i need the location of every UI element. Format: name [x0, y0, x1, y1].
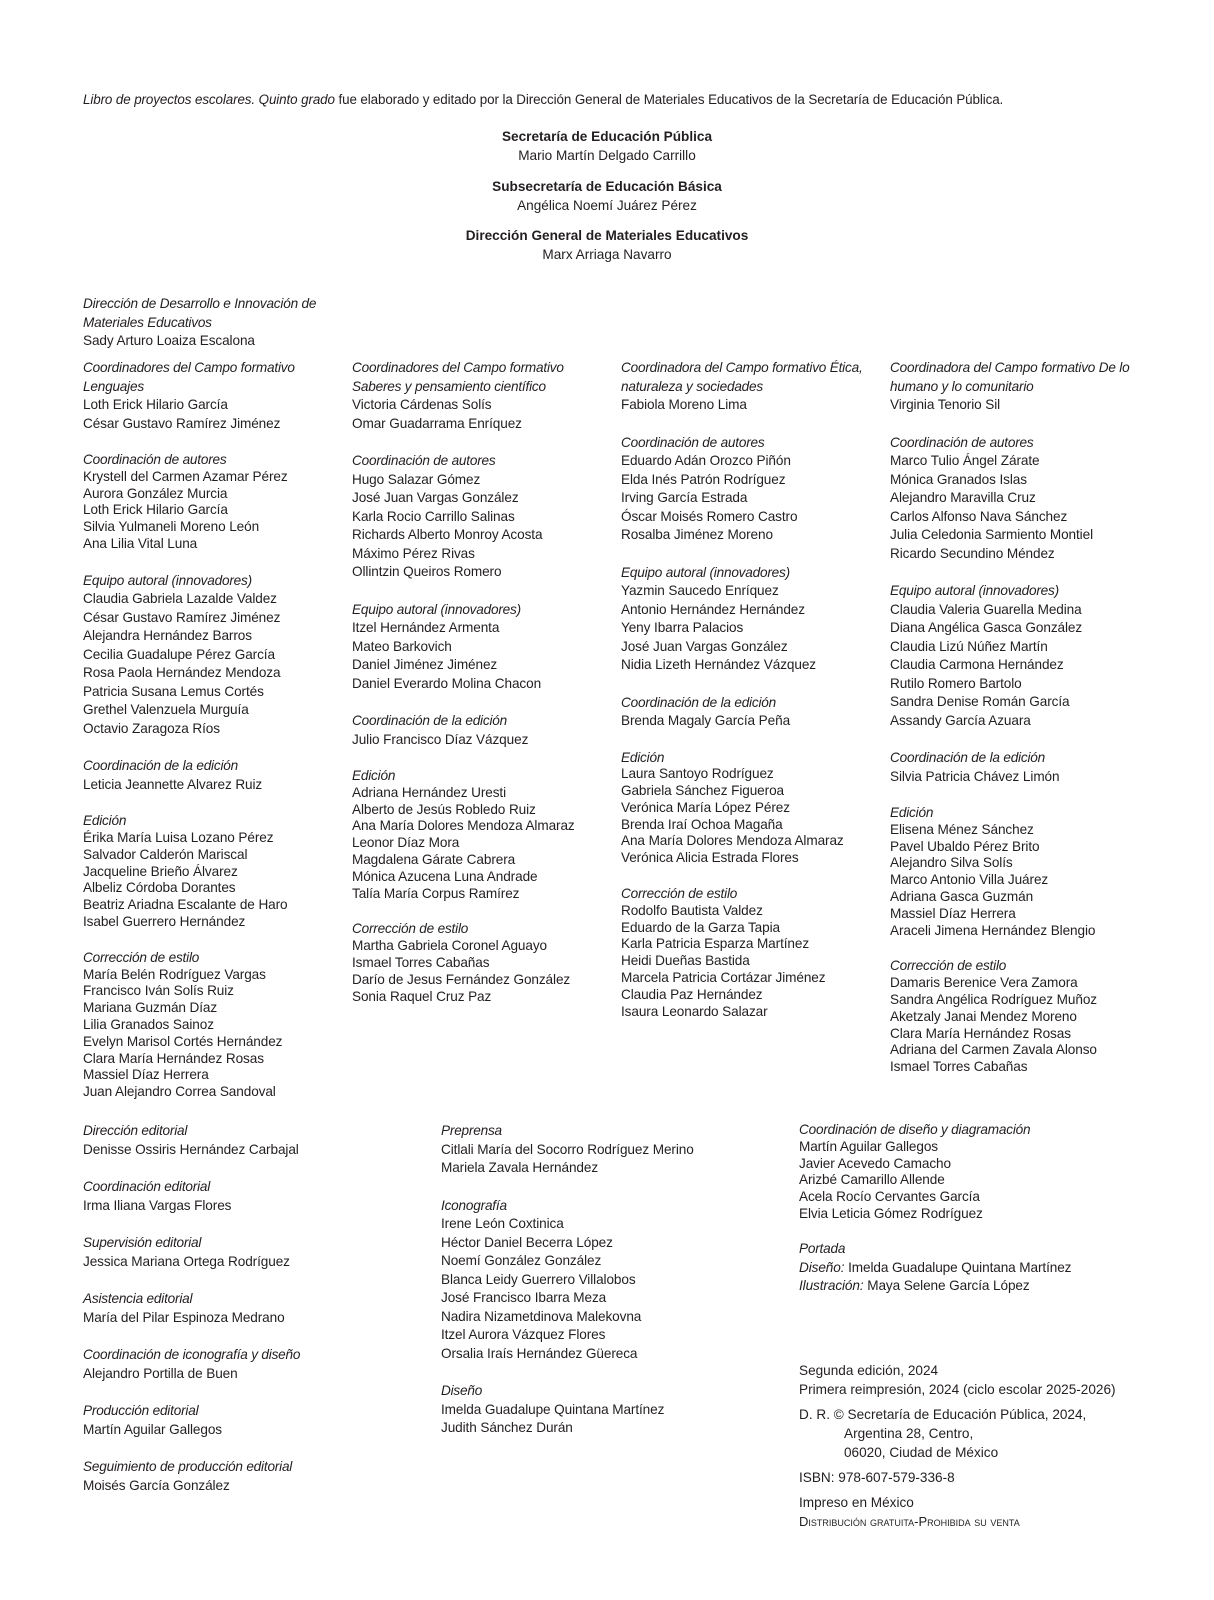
section-heading: Equipo autoral (innovadores) — [890, 583, 1059, 598]
credit-section — [890, 434, 1150, 564]
section-heading: Coordinación de autores — [890, 434, 1034, 450]
person-name: Assandy García Azuara — [890, 712, 1031, 728]
authority-org: Dirección General de Materiales Educativos — [465, 228, 749, 243]
credit-section — [890, 582, 1150, 730]
person-name: María Belén Rodríguez Vargas — [83, 966, 266, 982]
person-name: Clara María Hernández Rosas — [83, 1050, 264, 1066]
section-heading: Supervisión editorial — [83, 1235, 202, 1250]
credit-section — [799, 1122, 1119, 1223]
section-heading: Edición — [621, 749, 665, 765]
section-heading: Edición — [83, 813, 127, 829]
person-name: Virginia Tenorio Sil — [890, 397, 1001, 412]
section-heading: Corrección de estilo — [890, 958, 1007, 974]
credit-section — [890, 805, 1150, 939]
credit-section — [352, 712, 612, 749]
person-name: Imelda Guadalupe Quintana Martínez — [441, 1401, 665, 1417]
reprint-line: Primera reimpresión, 2024 (ciclo escolar 2025-2026) — [799, 1382, 1116, 1397]
isbn: ISBN: 978-607-579-336-8 — [799, 1470, 955, 1485]
credit-section — [890, 359, 1150, 415]
person-name: Victoria Cárdenas Solís — [352, 397, 492, 412]
credit-section — [83, 1178, 403, 1215]
person-name: Jessica Mariana Ortega Rodríguez — [83, 1253, 290, 1269]
section-heading: Coordinación editorial — [83, 1179, 211, 1194]
person-name: Verónica María López Pérez — [621, 799, 790, 815]
person-name: Sandra Angélica Rodríguez Muñoz — [890, 991, 1097, 1007]
diseno-name: Imelda Guadalupe Quintana Martínez — [844, 1259, 1072, 1275]
section-heading: Equipo autoral (innovadores) — [352, 601, 521, 617]
person-name: Clara María Hernández Rosas — [890, 1025, 1071, 1041]
person-name: Rodolfo Bautista Valdez — [621, 902, 763, 918]
person-name: Sady Arturo Loaiza Escalona — [83, 333, 255, 348]
person-name: Alejandro Silva Solís — [890, 855, 1013, 871]
person-name: Pavel Ubaldo Pérez Brito — [890, 838, 1040, 854]
section-heading: Producción editorial — [83, 1403, 199, 1418]
portada-ilustracion — [799, 1277, 1119, 1296]
person-name: José Juan Vargas González — [352, 490, 519, 505]
person-name: Albeliz Córdoba Dorantes — [83, 880, 236, 896]
person-name: Araceli Jimena Hernández Blengio — [890, 922, 1096, 938]
section-heading: Dirección editorial — [83, 1123, 188, 1138]
person-name: Arizbé Camarillo Allende — [799, 1172, 945, 1188]
credit-section — [83, 1122, 403, 1159]
person-name: Irene León Coxtinica — [441, 1216, 564, 1231]
section-heading: Asistencia editorial — [83, 1291, 193, 1306]
section-heading: Corrección de estilo — [352, 921, 469, 937]
credit-section — [83, 950, 343, 1101]
person-name: Claudia Carmona Hernández — [890, 657, 1064, 672]
person-name: Sandra Denise Román García — [890, 694, 1070, 709]
person-name: Juan Alejandro Correa Sandoval — [83, 1084, 276, 1100]
person-name: Isaura Leonardo Salazar — [621, 1003, 768, 1019]
person-name: Evelyn Marisol Cortés Hernández — [83, 1033, 283, 1049]
authority-person: Angélica Noemí Juárez Pérez — [517, 198, 697, 213]
section-heading: Diseño — [441, 1383, 483, 1398]
person-name: Adriana del Carmen Zavala Alonso — [890, 1042, 1097, 1058]
credits-column-2 — [352, 359, 612, 1024]
person-name: Massiel Díaz Herrera — [890, 905, 1016, 921]
person-name: Noemí González González — [441, 1253, 602, 1268]
person-name: Nidia Lizeth Hernández Vázquez — [621, 657, 816, 672]
distribution-notice: Distribución gratuita-Prohibida su venta — [799, 1514, 1020, 1529]
person-name: Claudia Valeria Guarella Medina — [890, 601, 1082, 617]
person-name: Ollintzin Queiros Romero — [352, 564, 502, 579]
credit-section — [83, 1290, 403, 1327]
person-name: Francisco Iván Solís Ruiz — [83, 983, 234, 999]
book-title: Libro de proyectos escolares. Quinto grado — [83, 92, 335, 107]
person-name: Claudia Lizú Núñez Martín — [890, 638, 1048, 654]
person-name: Talía María Corpus Ramírez — [352, 885, 520, 901]
person-name: Yazmin Saucedo Enríquez — [621, 583, 779, 598]
section-heading: Equipo autoral (innovadores) — [621, 564, 790, 580]
credits-column-1 — [83, 359, 343, 1120]
credit-section — [621, 750, 881, 868]
bottom-column-2 — [441, 1122, 761, 1457]
person-name: Alberto de Jesús Robledo Ruiz — [352, 801, 536, 817]
address-line: Argentina 28, Centro, — [844, 1426, 974, 1441]
ilustracion-name: Maya Selene García López — [863, 1278, 1030, 1293]
section-heading: Coordinación de la edición — [352, 713, 508, 728]
person-name: César Gustavo Ramírez Jiménez — [83, 609, 281, 625]
person-name: Martha Gabriela Coronel Aguayo — [352, 938, 547, 954]
credit-section — [352, 768, 612, 902]
person-name: María del Pilar Espinoza Medrano — [83, 1309, 285, 1325]
authority-org: Secretaría de Educación Pública — [501, 129, 713, 144]
person-name: Karla Patricia Esparza Martínez — [621, 936, 810, 952]
section-heading: Portada — [799, 1241, 846, 1256]
person-name: Aurora González Murcia — [83, 485, 228, 501]
authority-sep — [0, 127, 1214, 165]
person-name: Yeny Ibarra Palacios — [621, 620, 744, 635]
person-name: Hugo Salazar Gómez — [352, 471, 481, 487]
credit-section — [621, 694, 881, 731]
section-heading: Coordinación de autores — [352, 453, 496, 468]
person-name: Irma Iliana Vargas Flores — [83, 1197, 232, 1213]
person-name: Marcela Patricia Cortázar Jiménez — [621, 970, 826, 986]
person-name: Eduardo Adán Orozco Piñón — [621, 453, 791, 468]
person-name: Elvia Leticia Gómez Rodríguez — [799, 1205, 983, 1221]
section-heading: Seguimiento de producción editorial — [83, 1459, 293, 1474]
person-name: Itzel Aurora Vázquez Flores — [441, 1327, 606, 1342]
person-name: Antonio Hernández Hernández — [621, 601, 805, 617]
person-name: Nadira Nizametdinova Malekovna — [441, 1308, 642, 1324]
person-name: Máximo Pérez Rivas — [352, 545, 475, 561]
section-heading: Coordinadora del Campo formativo De lo humano y lo comunitario — [890, 360, 1130, 394]
section-heading: Coordinación de autores — [621, 434, 765, 450]
authority-seb — [0, 177, 1214, 215]
credit-section — [83, 359, 343, 433]
person-name: Citlali María del Socorro Rodríguez Merino — [441, 1141, 694, 1157]
person-name: Diana Angélica Gasca González — [890, 620, 1083, 635]
credit-section — [441, 1122, 761, 1178]
person-name: Heidi Dueñas Bastida — [621, 953, 750, 969]
section-heading: Equipo autoral (innovadores) — [83, 572, 252, 588]
person-name: Beatriz Ariadna Escalante de Haro — [83, 897, 288, 913]
credit-section — [83, 1402, 403, 1439]
person-name: Martín Aguilar Gallegos — [83, 1421, 222, 1437]
authority-org: Subsecretaría de Educación Básica — [492, 179, 722, 194]
person-name: Rosa Paola Hernández Mendoza — [83, 665, 281, 681]
portada-section — [799, 1240, 1119, 1315]
credit-section — [83, 572, 343, 739]
person-name: Carlos Alfonso Nava Sánchez — [890, 508, 1068, 524]
person-name: Mateo Barkovich — [352, 638, 452, 654]
credit-section — [83, 1458, 403, 1495]
credit-section — [621, 359, 881, 415]
person-name: Octavio Zaragoza Ríos — [83, 720, 220, 736]
person-name: Laura Santoyo Rodríguez — [621, 766, 774, 782]
credit-section — [352, 601, 612, 694]
person-name: Eduardo de la Garza Tapia — [621, 919, 780, 935]
portada-diseno — [799, 1259, 1119, 1278]
person-name: Patricia Susana Lemus Cortés — [83, 683, 264, 699]
credit-section — [441, 1197, 761, 1364]
person-name: Adriana Hernández Uresti — [352, 784, 507, 800]
copyright-line: D. R. © Secretaría de Educación Pública, 2024, — [799, 1407, 1087, 1422]
person-name: Salvador Calderón Mariscal — [83, 846, 248, 862]
person-name: Karla Rocio Carrillo Salinas — [352, 508, 515, 524]
person-name: Rosalba Jiménez Moreno — [621, 527, 773, 542]
person-name: José Juan Vargas González — [621, 638, 788, 654]
credit-section — [621, 564, 881, 675]
person-name: Ana Lilia Vital Luna — [83, 535, 198, 551]
person-name: Leonor Díaz Mora — [352, 835, 460, 851]
person-name: Darío de Jesus Fernández González — [352, 971, 571, 987]
section-heading: Coordinación de iconografía y diseño — [83, 1347, 301, 1362]
person-name: Silvia Yulmaneli Moreno León — [83, 519, 260, 535]
person-name: Judith Sánchez Durán — [441, 1420, 573, 1435]
section-heading: Preprensa — [441, 1123, 502, 1138]
person-name: Isabel Guerrero Hernández — [83, 914, 246, 930]
person-name: Alejandro Portilla de Buen — [83, 1365, 238, 1381]
person-name: César Gustavo Ramírez Jiménez — [83, 415, 281, 431]
person-name: Julia Celedonia Sarmiento Montiel — [890, 527, 1093, 542]
person-name: José Francisco Ibarra Meza — [441, 1290, 607, 1305]
person-name: Martín Aguilar Gallegos — [799, 1138, 938, 1154]
person-name: Mariela Zavala Hernández — [441, 1160, 599, 1175]
section-heading: Coordinación de la edición — [890, 750, 1046, 765]
credits-column-3 — [621, 359, 881, 1039]
intro-text: fue elaborado y editado por la Dirección General de Materiales Educativos de la Secretaría de Educación Pública. — [334, 92, 1004, 107]
credit-section — [352, 921, 612, 1005]
section-heading: Coordinadora del Campo formativo Ética, naturaleza y sociedades — [621, 360, 863, 394]
person-name: Fabiola Moreno Lima — [621, 397, 747, 412]
person-name: Ismael Torres Cabañas — [352, 954, 490, 970]
person-name: Loth Erick Hilario García — [83, 397, 228, 412]
diseno-label: Diseño: — [799, 1259, 845, 1275]
person-name: Grethel Valenzuela Murguía — [83, 702, 249, 718]
person-name: Silvia Patricia Chávez Limón — [890, 768, 1060, 784]
person-name: Mónica Azucena Luna Andrade — [352, 868, 538, 884]
person-name: Sonia Raquel Cruz Paz — [352, 988, 492, 1004]
section-heading: Edición — [890, 805, 934, 820]
section-heading: Coordinadores del Campo formativo Lenguajes — [83, 360, 295, 394]
credit-section — [83, 1234, 403, 1271]
person-name: Loth Erick Hilario García — [83, 502, 228, 518]
person-name: Elisena Ménez Sánchez — [890, 821, 1034, 837]
bottom-column-1 — [83, 1122, 403, 1514]
credit-section — [890, 958, 1150, 1076]
section-heading: Iconografía — [441, 1197, 507, 1213]
person-name: Krystell del Carmen Azamar Pérez — [83, 468, 288, 484]
person-name: Marco Tulio Ángel Zárate — [890, 453, 1040, 468]
person-name: Óscar Moisés Romero Castro — [621, 508, 798, 524]
person-name: Moisés García González — [83, 1477, 230, 1493]
person-name: Adriana Gasca Guzmán — [890, 888, 1034, 904]
person-name: Leticia Jeannette Alvarez Ruiz — [83, 776, 263, 792]
section-heading: Coordinación de la edición — [83, 758, 239, 774]
section-heading: Coordinación de autores — [83, 452, 227, 467]
person-name: Claudia Gabriela Lazalde Valdez — [83, 591, 277, 607]
person-name: Claudia Paz Hernández — [621, 986, 763, 1002]
ilustracion-label: Ilustración: — [799, 1278, 864, 1293]
person-name: Héctor Daniel Becerra López — [441, 1234, 613, 1250]
person-name: Magdalena Gárate Cabrera — [352, 851, 516, 867]
city-line: 06020, Ciudad de México — [844, 1445, 999, 1460]
credit-section — [83, 813, 343, 931]
edition-line: Segunda edición, 2024 — [799, 1363, 939, 1378]
section-heading: Corrección de estilo — [621, 886, 738, 902]
person-name: Lilia Granados Sainoz — [83, 1017, 214, 1033]
person-name: Ana María Dolores Mendoza Almaraz — [352, 818, 575, 834]
section-heading: Edición — [352, 768, 396, 783]
authority-dgme — [0, 226, 1214, 264]
person-name: Mariana Guzmán Díaz — [83, 1000, 218, 1016]
authority-person: Marx Arriaga Navarro — [542, 247, 672, 262]
person-name: Érika María Luisa Lozano Pérez — [83, 830, 274, 846]
person-name: Massiel Díaz Herrera — [83, 1067, 209, 1083]
credit-section — [441, 1382, 761, 1438]
person-name: Cecilia Guadalupe Pérez García — [83, 646, 275, 662]
printed-in: Impreso en México — [799, 1495, 914, 1510]
person-name: Richards Alberto Monroy Acosta — [352, 527, 543, 542]
person-name: Mónica Granados Islas — [890, 471, 1027, 487]
person-name: Damaris Berenice Vera Zamora — [890, 975, 1078, 991]
section-heading: Coordinación de la edición — [621, 694, 777, 710]
person-name: Alejandra Hernández Barros — [83, 628, 252, 644]
authority-person: Mario Martín Delgado Carrillo — [518, 148, 696, 163]
person-name: Jacqueline Brieño Álvarez — [83, 863, 238, 879]
person-name: Ana María Dolores Mendoza Almaraz — [621, 833, 844, 849]
person-name: Ismael Torres Cabañas — [890, 1059, 1028, 1075]
person-name: Omar Guadarrama Enríquez — [352, 415, 522, 431]
credit-section — [352, 452, 612, 582]
person-name: Verónica Alicia Estrada Flores — [621, 850, 799, 866]
edition-info — [799, 1361, 1116, 1531]
person-name: Daniel Everardo Molina Chacon — [352, 675, 542, 691]
credit-section — [890, 749, 1150, 786]
credits-column-4 — [890, 359, 1150, 1095]
person-name: Ricardo Secundino Méndez — [890, 545, 1055, 561]
person-name: Aketzaly Janai Mendez Moreno — [890, 1008, 1077, 1024]
person-name: Julio Francisco Díaz Vázquez — [352, 731, 529, 747]
person-name: Marco Antonio Villa Juárez — [890, 872, 1049, 888]
section-heading: Dirección de Desarrollo e Innovación de Materiales Educativos — [83, 296, 317, 330]
credit-section — [83, 452, 343, 553]
person-name: Brenda Iraí Ochoa Magaña — [621, 816, 783, 832]
credit-section — [621, 434, 881, 545]
credit-section — [352, 359, 612, 433]
person-name: Itzel Hernández Armenta — [352, 620, 500, 635]
section-heading: Coordinación de diseño y diagramación — [799, 1122, 1031, 1137]
person-name: Brenda Magaly García Peña — [621, 713, 791, 728]
person-name: Denisse Ossiris Hernández Carbajal — [83, 1141, 299, 1157]
person-name: Acela Rocío Cervantes García — [799, 1189, 980, 1205]
intro-statement — [83, 92, 1003, 107]
person-name: Irving García Estrada — [621, 490, 748, 505]
credit-section — [83, 757, 343, 794]
person-name: Alejandro Maravilla Cruz — [890, 490, 1036, 505]
section-heading: Corrección de estilo — [83, 949, 200, 965]
bottom-column-3 — [799, 1122, 1119, 1242]
person-name: Rutilo Romero Bartolo — [890, 675, 1022, 691]
person-name: Daniel Jiménez Jiménez — [352, 657, 498, 672]
person-name: Orsalia Iraís Hernández Güereca — [441, 1345, 638, 1361]
person-name: Javier Acevedo Camacho — [799, 1155, 951, 1171]
section-heading: Coordinadores del Campo formativo Saberes y pensamiento científico — [352, 360, 564, 394]
credit-section — [83, 1346, 403, 1383]
person-name: Gabriela Sánchez Figueroa — [621, 783, 784, 799]
person-name: Blanca Leidy Guerrero Villalobos — [441, 1271, 636, 1287]
person-name: Elda Inés Patrón Rodríguez — [621, 471, 786, 487]
credit-section — [621, 886, 881, 1020]
